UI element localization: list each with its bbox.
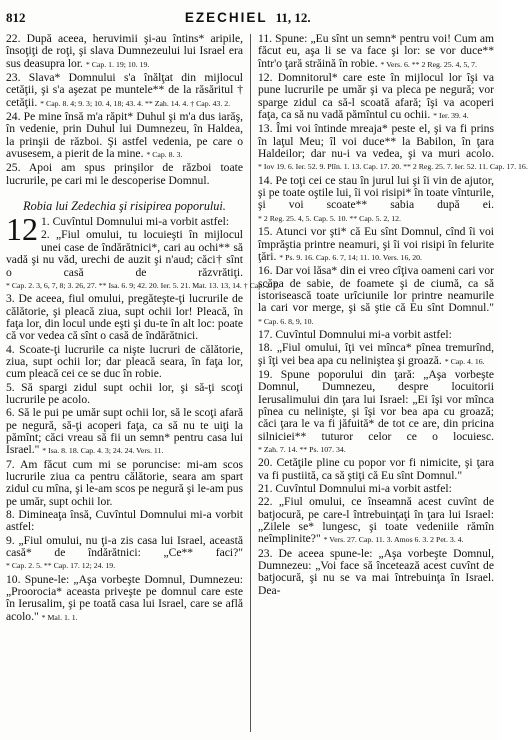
verse — [258, 548, 494, 597]
cross-reference: * Cap. 2. 3, 6, 7, 8; 3. 26, 27. ** Isa. 6. 9; 42. 20. Ier. 5. 21. Mat. 13. 13, 14. † Cap. 2. 5. — [6, 280, 280, 290]
cross-reference: * Cap. 2. 5. ** Cap. 17. 12; 24. 19. — [6, 561, 116, 571]
running-head — [185, 10, 311, 26]
page-header — [6, 10, 492, 30]
verse — [258, 33, 494, 71]
verse-text: 11. Spune: „Eu sînt un semn* pentru voi! Cum am făcut eu, aşa li se va face şi lor: se vor duce** într'o ţară străină în robie. — [258, 32, 494, 70]
verse — [6, 407, 243, 457]
verse — [6, 535, 243, 573]
verse — [6, 33, 243, 71]
verse — [258, 496, 494, 546]
verse — [258, 342, 494, 368]
chapter-body — [6, 211, 280, 624]
cross-reference: * Cap. 8. 3. — [146, 150, 183, 160]
book-title: EZECHIEL — [184, 10, 268, 25]
cross-reference: * Mal. 1. 1. — [41, 612, 78, 622]
verse-text: 23. Slava* Domnului s'a înălţat din mijlocul cetăţii, şi s'a aşezat pe muntele** de la răsăritul † cetăţii. — [6, 71, 243, 109]
verse-text: 1. Cuvîntul Domnului mi-a vorbit astfel: — [41, 215, 230, 229]
verse — [258, 72, 494, 122]
page-number: 812 — [6, 10, 26, 25]
verse-text: 5. Să spargi zidul supt ochii lor, şi să-ţi scoţi lucrurile pe acolo. — [6, 380, 243, 406]
section-heading: Robia lui Zedechia şi risipirea poporului. — [23, 199, 226, 214]
verse — [6, 162, 243, 187]
verse — [258, 483, 494, 495]
verse — [258, 329, 494, 341]
chapter-reference: 11, 12. — [275, 10, 311, 25]
verse-text: 16. Dar voi lăsa* din ei vreo cîţiva oameni cari vor scăpa de sabie, de foamete şi de ciumă, ca să istorisească toate urîciunile lor printre neamurile la cari vor merge, şi să ştie că Eu sînt Domnul." — [258, 264, 494, 315]
verse-text: 6. Să le pui pe umăr supt ochii lor, să le scoţi afară pe negură, să-ţi acoperi faţa, ca să nu te uiţi la pămînt; căci vreau să fii un semn* pentru casa lui Israel." — [6, 406, 243, 457]
verse-text: 10. Spune-le: „Aşa vorbeşte Domnul, Dumnezeu: „Proorocia* aceasta priveşte pe domnul care este în Ierusalim, şi pe toată casa lui Israel, care se află acolo." — [6, 572, 243, 623]
verse-text: 13. Îmi voi întinde mreaja* peste el, şi va fi prins în laţul Meu; îl voi duce** la Babilon, în ţara Haldeilor; dar nu-i va vedea, şi va muri acolo. — [258, 122, 494, 161]
verse-text: 22. „Fiul omului, ce înseamnă acest cuvînt de batjocură, pe care-l întrebuinţaţi în ţara lui Israel: „Zilele se* lungesc, şi toate vedeniile rămîn neîmplinite?" — [258, 495, 494, 546]
chapter-number: 12 — [6, 211, 38, 248]
verse — [6, 293, 243, 342]
cross-reference: * Vers. 6. ** 2 Reg. 25. 4, 5, 7. — [380, 59, 477, 69]
verse-text: 19. Spune poporului din ţară: „Aşa vorbeşte Domnul, Dumnezeu, despre locuitorii Ierusalimului din ţara lui Israel: „Ei îşi vor mînca pînea cu nelinişte, şi îşi vor bea apa cu groază; căci ţara le va fi jăfuită* de tot ce are, din pricina silniciei** tuturor celor ce o locuiesc. — [258, 367, 494, 443]
verse-text: 12. Domnitorul* care este în mijlocul lor îşi va pune lucrurile pe umăr şi va pleca pe negură; vor sparge zidul ca să-l scoată afară; îşi va acoperi faţa, ca să nu vadă pămîntul cu ochii. — [258, 71, 494, 122]
verse — [6, 574, 243, 624]
verse-text: 20. Cetăţile pline cu popor vor fi nimicite, şi ţara va fi pustiită, ca să ştiţi că Eu sînt Domnul." — [258, 456, 494, 482]
verse-text: 7. Am făcut cum mi se poruncise: mi-am scos lucrurile ziua ca pentru călătorie, seara am spart zidul cu mîna, şi le-am scos pe negură şi le-am pus pe umăr, supt ochii lor. — [6, 457, 243, 508]
verse — [258, 226, 494, 264]
left-verses — [6, 33, 243, 187]
verse — [6, 72, 243, 110]
verse-text: 22. După aceea, heruvimii şi-au întins* aripile, însoţiţi de roţi, şi slava Dumnezeului lui Israel era sus deasupra lor. — [6, 32, 243, 70]
cross-reference: * Cap. 4. 16. — [444, 356, 485, 366]
verse-text: 21. Cuvîntul Domnului mi-a vorbit astfel: — [258, 482, 452, 496]
cross-reference: * Ier. 39. 4. — [433, 111, 469, 121]
verse-text: 17. Cuvîntul Domnului mi-a vorbit astfel: — [258, 327, 452, 341]
verse — [258, 457, 494, 482]
verse-text: 14. Pe toţi cei ce stau în jurul lui şi îi vin de ajutor, şi pe toate oştile lui, îi voi risipi* în toate vînturile, şi voi scoate** sabia după ei. — [258, 173, 494, 212]
verse-text: 15. Atunci vor şti* că Eu sînt Domnul, cînd îi voi împrăştia printre neamuri, şi îi voi risipi în felurite ţări. — [258, 225, 494, 263]
cross-reference: * Cap. 6. 8, 9, 10. — [258, 316, 314, 326]
verse — [6, 382, 243, 407]
cross-reference: * Vers. 27. Cap. 11. 3. Amos 6. 3. 2 Pet. 3. 4. — [323, 535, 464, 545]
right-verses — [258, 32, 528, 597]
cross-reference: * Iov 19. 6. Ier. 52. 9. Plîn. 1. 13. Cap. 17. 20. ** 2 Reg. 25. 7. Ier. 52. 11. Cap. 17. 16. — [258, 162, 528, 172]
verse — [258, 122, 528, 173]
verse-text: 24. Pe mine însă m'a răpit* Duhul şi m'a dus iarăş, în vedenie, prin Duhul lui Dumnezeu, în Haldea, la prinşii de război. Şi astfel vedenia, pe care o avusesem, a pierit de la mine. — [6, 110, 243, 161]
verse-text: 3. De aceea, fiul omului, pregăteşte-ţi lucrurile de călătorie, şi pleacă ziua, supt ochii lor! Pleacă, în faţa lor, din locul unde eşti şi du-te în alt loc: poate că vor vedea că sînt o casă de îndărătnici. — [6, 292, 243, 343]
cross-reference: * Ps. 9. 16. Cap. 6. 7, 14; 11. 10. Vers. 16, 20. — [279, 252, 422, 262]
verse — [258, 175, 494, 225]
verse — [258, 369, 494, 456]
verse-text: 2. „Fiul omului, tu locuieşti în mijlocul unei case de îndărătnici*, cari au ochi** să vadă şi nu văd, urechi de auzit şi n'aud; căci† sînt o casă de răzvrătiţi. — [6, 228, 243, 279]
verse — [6, 344, 243, 381]
verse — [6, 228, 280, 292]
column-divider — [250, 34, 251, 732]
verse-text: 9. „Fiul omului, nu ţi-a zis casa lui Israel, această casă* de îndărătnici: „Ce** faci?" — [6, 533, 243, 560]
right-column — [258, 32, 528, 734]
cross-reference: * Zah. 7. 14. ** Ps. 107. 34. — [258, 445, 346, 454]
verse-text: 25. Apoi am spus prinşilor de război toate lucrurile, pe cari mi le descoperise Domnul. — [6, 161, 243, 187]
cross-reference: * 2 Reg. 25. 4, 5. Cap. 5. 10. ** Cap. 5. 2, 12. — [258, 213, 401, 223]
cross-reference: * Cap. 8. 4; 9. 3; 10. 4, 18; 43. 4. ** Zah. 14. 4. † Cap. 43. 2. — [40, 98, 231, 108]
left-column — [6, 32, 280, 734]
verse — [6, 509, 243, 534]
verse-text: 8. Dimineaţa însă, Cuvîntul Domnului mi-a vorbit astfel: — [6, 508, 243, 534]
verse-text: 23. De aceea spune-le: „Aşa vorbeşte Domnul, Dumnezeu: „Voi face să încetează acest cuvînt de batjocură, şi nu se va mai întrebuinţa în Israel. Dea- — [258, 546, 494, 597]
verse — [6, 216, 243, 228]
cross-reference: * Cap. 1. 19; 10. 19. — [85, 59, 150, 69]
verse — [6, 459, 243, 508]
verse-text: 4. Scoate-ţi lucrurile ca nişte lucruri de călătorie, ziua, supt ochii lor; dar pleacă seara, în faţa lor, cum pleacă cei ce se duc în robie. — [6, 342, 243, 381]
verse-text: 18. „Fiul omului, îţi vei mînca* pînea tremurînd, şi îţi vei bea apa cu neliniştea şi groază. — [258, 341, 494, 367]
verse — [258, 265, 494, 328]
verse — [6, 111, 243, 161]
cross-reference: * Isa. 8. 18. Cap. 4. 3; 24. 24. Vers. 11. — [42, 446, 164, 456]
